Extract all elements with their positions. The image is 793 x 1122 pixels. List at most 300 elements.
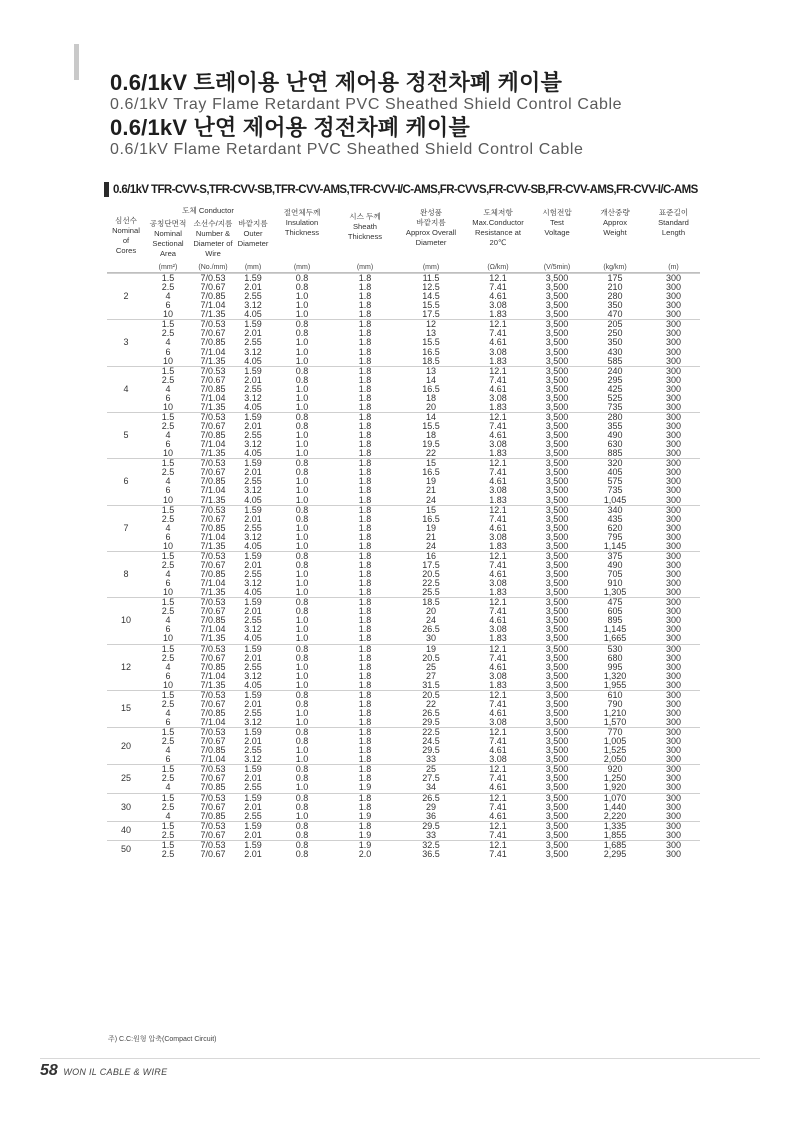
cell-test-voltage: 3,500 bbox=[545, 746, 569, 756]
cell-overall-diameter: 22 bbox=[425, 449, 436, 459]
cell-sheath: 1.8 bbox=[358, 570, 372, 579]
cell-length: 300 bbox=[665, 449, 682, 459]
cell-strands: 7/0.67 bbox=[200, 283, 226, 293]
cell-area: 6 bbox=[165, 625, 171, 635]
cell-area: 1.5 bbox=[145, 320, 191, 330]
cell-area: 6 bbox=[165, 579, 171, 589]
cell-sheath: 1.8 bbox=[358, 579, 372, 589]
table-row bbox=[107, 357, 700, 367]
cell-overall-diameter: 15 bbox=[397, 459, 465, 469]
cell-insulation: 1.0 bbox=[295, 292, 309, 302]
cell-resistance: 7.41 bbox=[489, 849, 507, 859]
cell-resistance: 12.1 bbox=[465, 598, 531, 608]
cell-area: 1.5 bbox=[145, 644, 191, 654]
cell-strands: 7/0.85 bbox=[200, 783, 226, 793]
cell-strands: 7/0.67 bbox=[200, 375, 226, 385]
cell-sheath: 1.8 bbox=[358, 384, 372, 394]
cell-sheath: 1.8 bbox=[358, 347, 372, 357]
table-row bbox=[107, 329, 700, 338]
cell-overall-diameter: 20 bbox=[425, 607, 436, 617]
cell-area: 1.5 bbox=[145, 505, 191, 515]
cell-test-voltage: 3,500 bbox=[545, 283, 569, 293]
cell-area: 1.5 bbox=[145, 840, 191, 850]
cell-strands: 7/0.53 bbox=[191, 459, 235, 469]
cell-area: 6 bbox=[165, 755, 171, 765]
cell-test-voltage: 3,500 bbox=[545, 514, 569, 524]
header-cores: 심선수 Nominal of Cores bbox=[112, 216, 140, 255]
cell-test-voltage: 3,500 bbox=[531, 793, 583, 803]
cell-area: 2.5 bbox=[161, 375, 175, 385]
cell-sheath: 1.8 bbox=[333, 690, 397, 700]
cell-test-voltage: 3,500 bbox=[545, 523, 569, 533]
table-row bbox=[107, 783, 700, 793]
cell-insulation: 0.8 bbox=[295, 468, 309, 478]
cell-weight: 490 bbox=[607, 431, 623, 441]
cell-insulation: 0.8 bbox=[295, 283, 309, 293]
cell-weight: 210 bbox=[607, 283, 623, 293]
table-row bbox=[107, 840, 700, 850]
cell-outer-diameter: 4.05 bbox=[244, 680, 262, 690]
cell-test-voltage: 3,500 bbox=[545, 588, 569, 598]
cell-resistance: 12.1 bbox=[465, 793, 531, 803]
cell-outer-diameter: 1.59 bbox=[235, 644, 271, 654]
cell-sheath: 1.8 bbox=[358, 588, 372, 598]
cell-strands: 7/0.67 bbox=[200, 802, 226, 812]
cell-area: 4 bbox=[165, 811, 171, 821]
cell-insulation: 1.0 bbox=[295, 811, 309, 821]
cell-area: 2.5 bbox=[161, 329, 175, 339]
cell-weight: 1,920 bbox=[603, 783, 627, 793]
cell-overall-diameter: 26.5 bbox=[422, 708, 440, 718]
cell-resistance: 1.83 bbox=[489, 356, 507, 366]
cell-strands: 7/0.85 bbox=[200, 708, 226, 718]
cell-test-voltage: 3,500 bbox=[545, 718, 569, 727]
cell-resistance: 3.08 bbox=[489, 347, 507, 357]
cell-strands: 7/1.35 bbox=[200, 310, 226, 320]
cell-overall-diameter: 12 bbox=[397, 320, 465, 330]
cell-outer-diameter: 1.59 bbox=[235, 728, 271, 738]
cell-length: 300 bbox=[665, 514, 682, 524]
cell-insulation: 0.8 bbox=[271, 821, 333, 831]
unit-weight: (kg/km) bbox=[603, 264, 627, 271]
cell-length: 300 bbox=[647, 320, 700, 330]
cell-area: 1.5 bbox=[145, 598, 191, 608]
cell-outer-diameter: 2.55 bbox=[244, 384, 262, 394]
cell-strands: 7/0.85 bbox=[200, 431, 226, 441]
cell-outer-diameter: 2.55 bbox=[244, 570, 262, 579]
cell-test-voltage: 3,500 bbox=[531, 505, 583, 515]
table-row bbox=[107, 505, 700, 515]
cell-area: 1.5 bbox=[145, 690, 191, 700]
cell-insulation: 0.8 bbox=[295, 774, 309, 784]
cell-outer-diameter: 3.12 bbox=[244, 393, 262, 403]
cell-weight: 280 bbox=[583, 412, 647, 422]
cell-overall-diameter: 15.5 bbox=[422, 422, 440, 431]
cell-insulation: 0.8 bbox=[271, 793, 333, 803]
cell-sheath: 1.8 bbox=[358, 634, 372, 644]
cell-overall-diameter: 18 bbox=[425, 431, 436, 441]
cell-resistance: 3.08 bbox=[489, 301, 507, 311]
table-row bbox=[107, 700, 700, 709]
cell-area: 2.5 bbox=[161, 653, 175, 663]
cell-weight: 1,685 bbox=[583, 840, 647, 850]
cell-strands: 7/1.35 bbox=[200, 449, 226, 459]
cell-overall-diameter: 15.5 bbox=[422, 301, 440, 311]
cell-weight: 490 bbox=[607, 560, 623, 570]
cell-sheath: 1.9 bbox=[358, 811, 372, 821]
cell-overall-diameter: 29 bbox=[425, 802, 436, 812]
cell-test-voltage: 3,500 bbox=[531, 274, 583, 284]
cell-insulation: 1.0 bbox=[295, 440, 309, 450]
cell-outer-diameter: 1.59 bbox=[235, 840, 271, 850]
cell-strands: 7/0.85 bbox=[200, 570, 226, 579]
cell-overall-diameter: 25 bbox=[425, 662, 436, 672]
cell-length: 300 bbox=[665, 746, 682, 756]
table-row bbox=[107, 515, 700, 524]
cell-cores: 3 bbox=[107, 320, 145, 366]
cell-overall-diameter: 20.5 bbox=[422, 570, 440, 579]
cell-area: 4 bbox=[165, 783, 171, 793]
cell-outer-diameter: 1.59 bbox=[235, 598, 271, 608]
table-row bbox=[107, 422, 700, 431]
table-row bbox=[107, 737, 700, 746]
cell-outer-diameter: 4.05 bbox=[244, 634, 262, 644]
cell-insulation: 0.8 bbox=[295, 514, 309, 524]
cell-area: 2.5 bbox=[161, 560, 175, 570]
cell-length: 300 bbox=[665, 570, 682, 579]
cell-insulation: 1.0 bbox=[295, 570, 309, 579]
header-voltage: 시험전압 Test Voltage bbox=[542, 208, 572, 237]
cell-outer-diameter: 2.01 bbox=[244, 560, 262, 570]
cell-area: 2.5 bbox=[161, 283, 175, 293]
cell-resistance: 4.61 bbox=[489, 292, 507, 302]
cell-test-voltage: 3,500 bbox=[545, 356, 569, 366]
table-row bbox=[107, 663, 700, 672]
cell-overall-diameter: 32.5 bbox=[397, 840, 465, 850]
cell-outer-diameter: 3.12 bbox=[244, 440, 262, 450]
cell-weight: 355 bbox=[607, 422, 623, 431]
cell-cores: 20 bbox=[107, 728, 145, 765]
cell-resistance: 3.08 bbox=[489, 625, 507, 635]
cell-test-voltage: 3,500 bbox=[545, 830, 569, 840]
table-row bbox=[107, 765, 700, 775]
cell-strands: 7/1.04 bbox=[200, 755, 226, 765]
cell-strands: 7/1.35 bbox=[200, 588, 226, 598]
cell-sheath: 1.8 bbox=[358, 477, 372, 487]
cell-outer-diameter: 2.55 bbox=[244, 338, 262, 348]
cell-resistance: 4.61 bbox=[489, 477, 507, 487]
cell-insulation: 0.8 bbox=[271, 644, 333, 654]
cell-outer-diameter: 2.01 bbox=[244, 737, 262, 747]
cell-overall-diameter: 21 bbox=[425, 486, 436, 496]
cell-insulation: 1.0 bbox=[295, 541, 309, 551]
cell-sheath: 1.8 bbox=[358, 301, 372, 311]
table-row bbox=[107, 449, 700, 459]
cell-overall-diameter: 11.5 bbox=[397, 274, 465, 284]
cell-test-voltage: 3,500 bbox=[545, 393, 569, 403]
cell-strands: 7/1.04 bbox=[200, 579, 226, 589]
cell-length: 300 bbox=[665, 811, 682, 821]
cell-strands: 7/1.35 bbox=[200, 541, 226, 551]
cell-outer-diameter: 2.55 bbox=[244, 662, 262, 672]
cell-resistance: 4.61 bbox=[489, 616, 507, 626]
cell-resistance: 7.41 bbox=[489, 737, 507, 747]
cell-sheath: 1.8 bbox=[358, 431, 372, 441]
cell-sheath: 1.8 bbox=[358, 422, 372, 431]
cell-strands: 7/0.85 bbox=[200, 477, 226, 487]
table-row bbox=[107, 607, 700, 616]
cell-cores: 25 bbox=[107, 765, 145, 793]
table-row bbox=[107, 533, 700, 542]
cell-overall-diameter: 16 bbox=[397, 551, 465, 561]
cell-area: 4 bbox=[165, 292, 171, 302]
cell-test-voltage: 3,500 bbox=[531, 644, 583, 654]
cell-outer-diameter: 2.01 bbox=[244, 830, 262, 840]
cell-test-voltage: 3,500 bbox=[545, 329, 569, 339]
table-row bbox=[107, 320, 700, 330]
cell-overall-diameter: 33 bbox=[425, 755, 436, 765]
cell-overall-diameter: 24.5 bbox=[422, 737, 440, 747]
cell-sheath: 1.8 bbox=[333, 793, 397, 803]
cell-weight: 2,220 bbox=[603, 811, 627, 821]
cell-sheath: 1.8 bbox=[333, 412, 397, 422]
cell-overall-diameter: 16.5 bbox=[422, 468, 440, 478]
table-row bbox=[107, 486, 700, 495]
cell-strands: 7/0.67 bbox=[200, 607, 226, 617]
cell-overall-diameter: 26.5 bbox=[397, 793, 465, 803]
cell-test-voltage: 3,500 bbox=[545, 802, 569, 812]
cell-resistance: 4.61 bbox=[489, 523, 507, 533]
cell-length: 300 bbox=[665, 495, 682, 505]
cell-test-voltage: 3,500 bbox=[545, 708, 569, 718]
cell-overall-diameter: 12.5 bbox=[422, 283, 440, 293]
table-row bbox=[107, 274, 700, 284]
cell-resistance: 1.83 bbox=[489, 310, 507, 320]
cell-area: 10 bbox=[162, 356, 173, 366]
cell-insulation: 1.0 bbox=[295, 393, 309, 403]
cell-sheath: 2.0 bbox=[358, 849, 372, 859]
table-row bbox=[107, 385, 700, 394]
cell-strands: 7/0.67 bbox=[200, 422, 226, 431]
cell-weight: 1,955 bbox=[603, 680, 627, 690]
table-row bbox=[107, 774, 700, 783]
cell-area: 4 bbox=[165, 477, 171, 487]
cell-resistance: 4.61 bbox=[489, 570, 507, 579]
cell-length: 300 bbox=[665, 329, 682, 339]
footer-divider bbox=[40, 1058, 760, 1059]
cell-resistance: 12.1 bbox=[465, 728, 531, 738]
cell-test-voltage: 3,500 bbox=[545, 774, 569, 784]
table-row bbox=[107, 403, 700, 413]
cell-resistance: 4.61 bbox=[489, 811, 507, 821]
cell-overall-diameter: 13 bbox=[425, 329, 436, 339]
table-row bbox=[107, 412, 700, 422]
cell-area: 4 bbox=[165, 746, 171, 756]
cell-overall-diameter: 27.5 bbox=[422, 774, 440, 784]
cell-outer-diameter: 2.55 bbox=[244, 783, 262, 793]
cell-outer-diameter: 3.12 bbox=[244, 579, 262, 589]
cell-resistance: 12.1 bbox=[465, 274, 531, 284]
cell-strands: 7/0.53 bbox=[191, 366, 235, 376]
cell-resistance: 1.83 bbox=[489, 541, 507, 551]
cell-strands: 7/0.53 bbox=[191, 320, 235, 330]
cell-area: 6 bbox=[165, 347, 171, 357]
table-row bbox=[107, 440, 700, 449]
cell-insulation: 1.0 bbox=[295, 532, 309, 542]
cell-insulation: 1.0 bbox=[295, 301, 309, 311]
cell-area: 1.5 bbox=[145, 793, 191, 803]
cell-outer-diameter: 4.05 bbox=[244, 495, 262, 505]
cell-outer-diameter: 1.59 bbox=[235, 765, 271, 775]
cell-area: 10 bbox=[162, 495, 173, 505]
cell-weight: 575 bbox=[607, 477, 623, 487]
cell-cores: 40 bbox=[107, 821, 145, 840]
cell-weight: 920 bbox=[583, 765, 647, 775]
cell-test-voltage: 3,500 bbox=[545, 486, 569, 496]
cell-length: 300 bbox=[665, 440, 682, 450]
cell-length: 300 bbox=[665, 356, 682, 366]
table-header bbox=[107, 204, 700, 272]
cell-insulation: 0.8 bbox=[271, 840, 333, 850]
table-row bbox=[107, 524, 700, 533]
table-row bbox=[107, 625, 700, 634]
cell-overall-diameter: 15 bbox=[397, 505, 465, 515]
cell-area: 2.5 bbox=[161, 737, 175, 747]
cell-resistance: 7.41 bbox=[489, 699, 507, 709]
cell-insulation: 1.0 bbox=[295, 486, 309, 496]
cell-length: 300 bbox=[665, 783, 682, 793]
cell-sheath: 1.8 bbox=[358, 541, 372, 551]
cell-strands: 7/1.35 bbox=[200, 680, 226, 690]
cell-insulation: 0.8 bbox=[295, 422, 309, 431]
cell-test-voltage: 3,500 bbox=[531, 821, 583, 831]
cell-sheath: 1.8 bbox=[358, 653, 372, 663]
cell-sheath: 1.8 bbox=[358, 356, 372, 366]
cell-weight: 1,005 bbox=[603, 737, 627, 747]
cell-strands: 7/1.04 bbox=[200, 301, 226, 311]
table-row bbox=[107, 376, 700, 385]
cell-outer-diameter: 2.55 bbox=[244, 708, 262, 718]
cell-test-voltage: 3,500 bbox=[545, 468, 569, 478]
cell-insulation: 0.8 bbox=[271, 274, 333, 284]
table-row bbox=[107, 634, 700, 644]
cell-length: 300 bbox=[647, 821, 700, 831]
cell-resistance: 3.08 bbox=[489, 755, 507, 765]
cell-test-voltage: 3,500 bbox=[545, 755, 569, 765]
cell-resistance: 3.08 bbox=[489, 718, 507, 727]
cell-overall-diameter: 20 bbox=[425, 402, 436, 412]
cell-weight: 250 bbox=[607, 329, 623, 339]
cell-resistance: 1.83 bbox=[489, 634, 507, 644]
cell-outer-diameter: 1.59 bbox=[235, 551, 271, 561]
cell-sheath: 1.9 bbox=[358, 783, 372, 793]
cell-outer-diameter: 2.01 bbox=[244, 468, 262, 478]
table-row bbox=[107, 644, 700, 654]
cell-strands: 7/0.67 bbox=[200, 560, 226, 570]
unit-insulation: (mm) bbox=[293, 264, 311, 271]
cell-cores: 4 bbox=[107, 366, 145, 412]
cell-length: 300 bbox=[665, 468, 682, 478]
cell-resistance: 4.61 bbox=[489, 708, 507, 718]
cell-resistance: 7.41 bbox=[489, 774, 507, 784]
cell-strands: 7/1.35 bbox=[200, 356, 226, 366]
cell-length: 300 bbox=[665, 588, 682, 598]
header-length: 표준길이 Standard Length bbox=[658, 208, 689, 237]
table-row bbox=[107, 850, 700, 859]
cell-area: 6 bbox=[165, 301, 171, 311]
cell-insulation: 0.8 bbox=[271, 320, 333, 330]
table-row bbox=[107, 598, 700, 608]
section-marker bbox=[74, 44, 79, 80]
cell-test-voltage: 3,500 bbox=[545, 402, 569, 412]
cell-outer-diameter: 1.59 bbox=[235, 412, 271, 422]
cell-resistance: 7.41 bbox=[489, 653, 507, 663]
cell-overall-diameter: 20.5 bbox=[397, 690, 465, 700]
cell-area: 4 bbox=[165, 523, 171, 533]
cell-overall-diameter: 19 bbox=[397, 644, 465, 654]
cell-resistance: 3.08 bbox=[489, 486, 507, 496]
cell-outer-diameter: 2.55 bbox=[244, 746, 262, 756]
cell-strands: 7/1.35 bbox=[200, 495, 226, 505]
cell-sheath: 1.8 bbox=[358, 671, 372, 681]
cell-insulation: 1.0 bbox=[295, 402, 309, 412]
table-row bbox=[107, 588, 700, 598]
cell-strands: 7/0.53 bbox=[191, 840, 235, 850]
cell-length: 300 bbox=[665, 718, 682, 727]
table-row bbox=[107, 831, 700, 841]
cell-insulation: 0.8 bbox=[271, 366, 333, 376]
table-row bbox=[107, 477, 700, 486]
cell-resistance: 7.41 bbox=[489, 422, 507, 431]
cell-outer-diameter: 3.12 bbox=[244, 301, 262, 311]
cell-test-voltage: 3,500 bbox=[545, 849, 569, 859]
cell-test-voltage: 3,500 bbox=[545, 607, 569, 617]
cell-test-voltage: 3,500 bbox=[545, 616, 569, 626]
cell-sheath: 1.8 bbox=[358, 718, 372, 727]
model-list bbox=[104, 182, 764, 197]
cell-test-voltage: 3,500 bbox=[545, 301, 569, 311]
cell-insulation: 1.0 bbox=[295, 680, 309, 690]
cell-strands: 7/0.85 bbox=[200, 811, 226, 821]
cell-resistance: 7.41 bbox=[489, 329, 507, 339]
cell-test-voltage: 3,500 bbox=[545, 662, 569, 672]
cell-outer-diameter: 1.59 bbox=[235, 320, 271, 330]
cell-area: 1.5 bbox=[145, 459, 191, 469]
cell-area: 4 bbox=[165, 431, 171, 441]
cell-overall-diameter: 16.5 bbox=[422, 384, 440, 394]
cell-resistance: 4.61 bbox=[489, 338, 507, 348]
cell-weight: 175 bbox=[583, 274, 647, 284]
cell-area: 2.5 bbox=[161, 468, 175, 478]
cell-strands: 7/0.53 bbox=[191, 551, 235, 561]
header-resistance: 도체저항 Max.Conductor Resistance at 20℃ bbox=[472, 208, 524, 247]
cell-overall-diameter: 30 bbox=[425, 634, 436, 644]
cell-length: 300 bbox=[665, 616, 682, 626]
cell-length: 300 bbox=[647, 598, 700, 608]
cell-insulation: 1.0 bbox=[295, 449, 309, 459]
cell-outer-diameter: 2.55 bbox=[244, 477, 262, 487]
cell-sheath: 1.8 bbox=[333, 765, 397, 775]
cell-weight: 620 bbox=[607, 523, 623, 533]
title-fr-en: 0.6/1kV Flame Retardant PVC Sheathed Shield Control Cable bbox=[110, 141, 584, 158]
cell-length: 300 bbox=[665, 802, 682, 812]
cell-insulation: 0.8 bbox=[295, 607, 309, 617]
cell-test-voltage: 3,500 bbox=[545, 560, 569, 570]
cell-outer-diameter: 2.01 bbox=[244, 283, 262, 293]
table-row bbox=[107, 821, 700, 831]
cell-insulation: 1.0 bbox=[295, 746, 309, 756]
cell-area: 10 bbox=[162, 449, 173, 459]
